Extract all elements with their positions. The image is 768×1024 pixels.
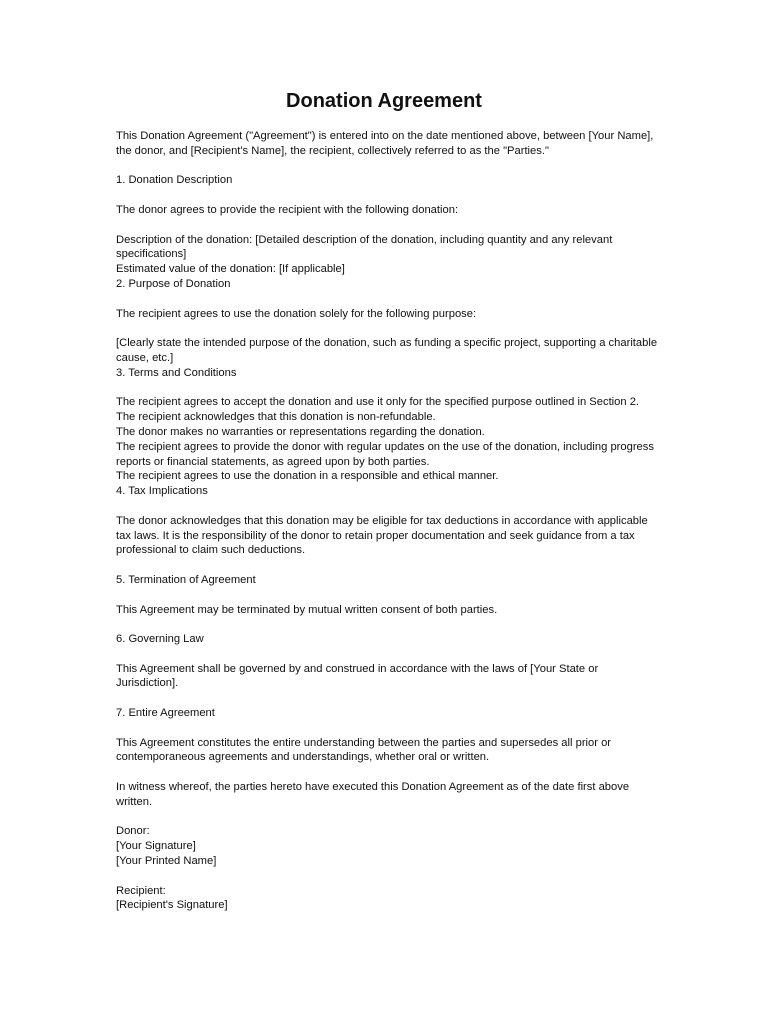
section-7-heading: 7. Entire Agreement	[116, 707, 215, 720]
document-title: Donation Agreement	[286, 90, 482, 112]
witness-statement: In witness whereof, the parties hereto have executed this Donation Agreement as of the date first above written.	[116, 781, 630, 808]
spacer	[116, 381, 661, 396]
section-2-heading: 2. Purpose of Donation	[116, 277, 231, 290]
spacer	[116, 499, 661, 514]
section-4-text: The donor acknowledges that this donation may be eligible for tax deductions in accordance with applicable tax laws. It is the responsibility of the donor to retain proper documentation and seek guidance from a tax professional to claim such deductions.	[116, 514, 648, 557]
section-5-text: This Agreement may be terminated by mutual written consent of both parties.	[116, 603, 498, 616]
spacer	[116, 869, 661, 884]
intro-paragraph: This Donation Agreement ("Agreement") is entered into on the date mentioned above, between [Your Name], the donor, and [Recipient's Name], the recipient, collectively referred to as the "Parties."	[116, 130, 654, 157]
spacer	[116, 218, 661, 233]
section-6-text: This Agreement shall be governed by and construed in accordance with the laws of [Your State or Jurisdiction].	[116, 662, 599, 690]
spacer	[116, 617, 661, 632]
section-7-text: This Agreement constitutes the entire understanding between the parties and supersedes all prior or contemporaneous agreements and understandings, whether oral or written.	[116, 736, 612, 764]
section-4-heading: 4. Tax Implications	[116, 485, 208, 498]
donation-description: Description of the donation: [Detailed description of the donation, including quantity and any relevant specifications]	[116, 233, 613, 261]
spacer	[116, 588, 661, 603]
terms-item: The recipient agrees to provide the donor with regular updates on the use of the donation, including progress reports or financial statements, as agreed upon by both parties.	[116, 440, 654, 468]
terms-item: The recipient agrees to accept the donation and use it only for the specified purpose outlined in Section 2.	[116, 396, 640, 409]
spacer	[116, 691, 661, 706]
terms-item: The donor makes no warranties or representations regarding the donation.	[116, 425, 485, 438]
terms-item: The recipient agrees to use the donation in a responsible and ethical manner.	[116, 470, 499, 483]
section-1-heading: 1. Donation Description	[116, 174, 233, 187]
donor-printed-name-placeholder: [Your Printed Name]	[116, 855, 217, 868]
spacer	[116, 292, 661, 307]
section-2-text: The recipient agrees to use the donation solely for the following purpose:	[116, 307, 477, 320]
donation-value: Estimated value of the donation: [If applicable]	[116, 263, 345, 276]
spacer	[116, 810, 661, 825]
section-6-heading: 6. Governing Law	[116, 633, 204, 646]
terms-item: The recipient acknowledges that this donation is non-refundable.	[116, 411, 436, 424]
document-body	[116, 129, 661, 913]
recipient-label: Recipient:	[116, 884, 166, 897]
spacer	[116, 558, 661, 573]
spacer	[116, 188, 661, 203]
donor-label: Donor:	[116, 825, 150, 838]
spacer	[116, 765, 661, 780]
spacer	[116, 647, 661, 662]
spacer	[116, 321, 661, 336]
donor-signature-placeholder: [Your Signature]	[116, 840, 196, 853]
section-1-text: The donor agrees to provide the recipient with the following donation:	[116, 203, 459, 216]
donation-purpose: [Clearly state the intended purpose of the donation, such as funding a specific project, supporting a charitable cause, etc.]	[116, 337, 658, 364]
section-3-heading: 3. Terms and Conditions	[116, 366, 237, 379]
spacer	[116, 721, 661, 736]
spacer	[116, 159, 661, 174]
section-5-heading: 5. Termination of Agreement	[116, 573, 256, 586]
recipient-signature-placeholder: [Recipient's Signature]	[116, 899, 228, 912]
